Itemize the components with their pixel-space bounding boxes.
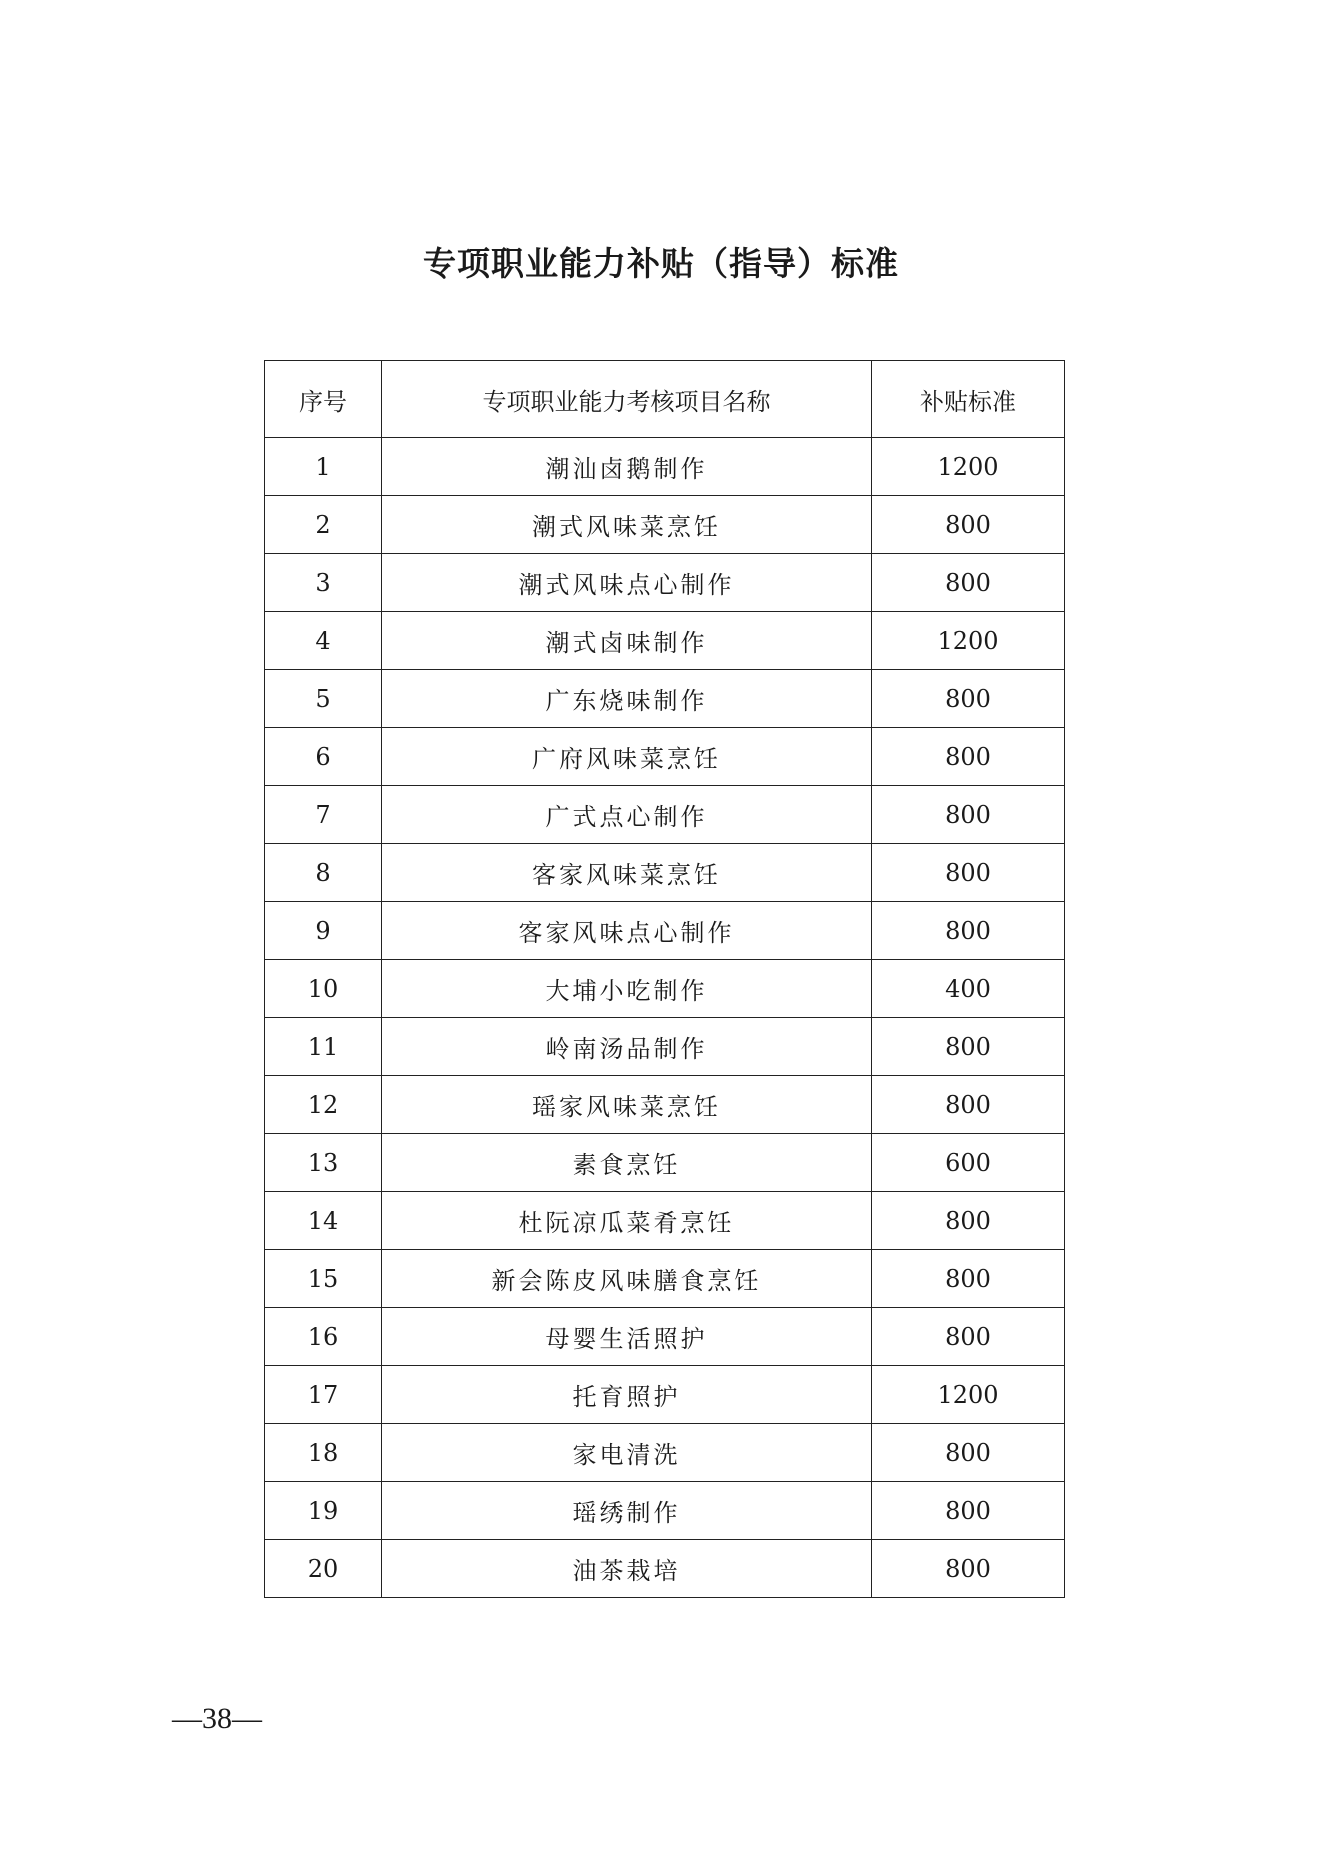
- row-name: 油茶栽培: [382, 1540, 872, 1598]
- row-amount: 800: [872, 1540, 1065, 1598]
- table-row: [265, 1192, 1065, 1250]
- table-row: [265, 1482, 1065, 1540]
- table-row: [265, 1540, 1065, 1598]
- row-amount: 800: [872, 554, 1065, 612]
- row-amount: 800: [872, 1250, 1065, 1308]
- table-row: [265, 438, 1065, 496]
- row-index: 12: [265, 1076, 382, 1134]
- table-row: [265, 960, 1065, 1018]
- table-row: [265, 1250, 1065, 1308]
- row-index: 5: [265, 670, 382, 728]
- row-name: 潮汕卤鹅制作: [382, 438, 872, 496]
- row-index: 16: [265, 1308, 382, 1366]
- row-index: 8: [265, 844, 382, 902]
- table-row: [265, 554, 1065, 612]
- row-index: 10: [265, 960, 382, 1018]
- table-row: [265, 1366, 1065, 1424]
- row-index: 11: [265, 1018, 382, 1076]
- row-amount: 1200: [872, 612, 1065, 670]
- table-row: [265, 1308, 1065, 1366]
- row-amount: 600: [872, 1134, 1065, 1192]
- table-row: [265, 1134, 1065, 1192]
- row-name: 广式点心制作: [382, 786, 872, 844]
- row-index: 3: [265, 554, 382, 612]
- row-amount: 800: [872, 1482, 1065, 1540]
- row-amount: 800: [872, 786, 1065, 844]
- header-index: 序号: [265, 361, 382, 438]
- row-amount: 800: [872, 1076, 1065, 1134]
- row-amount: 800: [872, 1308, 1065, 1366]
- row-name: 新会陈皮风味膳食烹饪: [382, 1250, 872, 1308]
- row-index: 1: [265, 438, 382, 496]
- row-name: 客家风味菜烹饪: [382, 844, 872, 902]
- row-name: 潮式风味菜烹饪: [382, 496, 872, 554]
- row-index: 17: [265, 1366, 382, 1424]
- row-index: 15: [265, 1250, 382, 1308]
- row-amount: 800: [872, 670, 1065, 728]
- row-name: 瑶家风味菜烹饪: [382, 1076, 872, 1134]
- row-index: 2: [265, 496, 382, 554]
- row-amount: 400: [872, 960, 1065, 1018]
- header-amount: 补贴标准: [872, 361, 1065, 438]
- row-amount: 800: [872, 844, 1065, 902]
- table-row: [265, 1018, 1065, 1076]
- row-name: 素食烹饪: [382, 1134, 872, 1192]
- row-name: 客家风味点心制作: [382, 902, 872, 960]
- row-name: 广府风味菜烹饪: [382, 728, 872, 786]
- row-index: 13: [265, 1134, 382, 1192]
- table-row: [265, 496, 1065, 554]
- table-row: [265, 728, 1065, 786]
- row-name: 瑶绣制作: [382, 1482, 872, 1540]
- table-row: [265, 612, 1065, 670]
- row-name: 托育照护: [382, 1366, 872, 1424]
- row-name: 潮式风味点心制作: [382, 554, 872, 612]
- table-row: [265, 1424, 1065, 1482]
- subsidy-table: [264, 360, 1065, 1598]
- row-amount: 800: [872, 496, 1065, 554]
- row-amount: 1200: [872, 1366, 1065, 1424]
- row-name: 广东烧味制作: [382, 670, 872, 728]
- page-title: 专项职业能力补贴（指导）标准: [423, 244, 899, 283]
- row-index: 9: [265, 902, 382, 960]
- row-index: 20: [265, 1540, 382, 1598]
- row-index: 14: [265, 1192, 382, 1250]
- row-name: 大埔小吃制作: [382, 960, 872, 1018]
- table-header-row: [265, 361, 1065, 438]
- page-number: —38—: [172, 1702, 262, 1735]
- table-row: [265, 844, 1065, 902]
- row-amount: 800: [872, 728, 1065, 786]
- row-amount: 800: [872, 1018, 1065, 1076]
- row-name: 岭南汤品制作: [382, 1018, 872, 1076]
- header-name: 专项职业能力考核项目名称: [382, 361, 872, 438]
- row-amount: 800: [872, 902, 1065, 960]
- row-name: 家电清洗: [382, 1424, 872, 1482]
- row-index: 6: [265, 728, 382, 786]
- row-name: 母婴生活照护: [382, 1308, 872, 1366]
- row-amount: 800: [872, 1424, 1065, 1482]
- row-name: 潮式卤味制作: [382, 612, 872, 670]
- table-row: [265, 786, 1065, 844]
- table-row: [265, 670, 1065, 728]
- table-row: [265, 902, 1065, 960]
- row-index: 7: [265, 786, 382, 844]
- table-row: [265, 1076, 1065, 1134]
- row-amount: 1200: [872, 438, 1065, 496]
- row-index: 18: [265, 1424, 382, 1482]
- row-index: 19: [265, 1482, 382, 1540]
- row-name: 杜阮凉瓜菜肴烹饪: [382, 1192, 872, 1250]
- row-amount: 800: [872, 1192, 1065, 1250]
- row-index: 4: [265, 612, 382, 670]
